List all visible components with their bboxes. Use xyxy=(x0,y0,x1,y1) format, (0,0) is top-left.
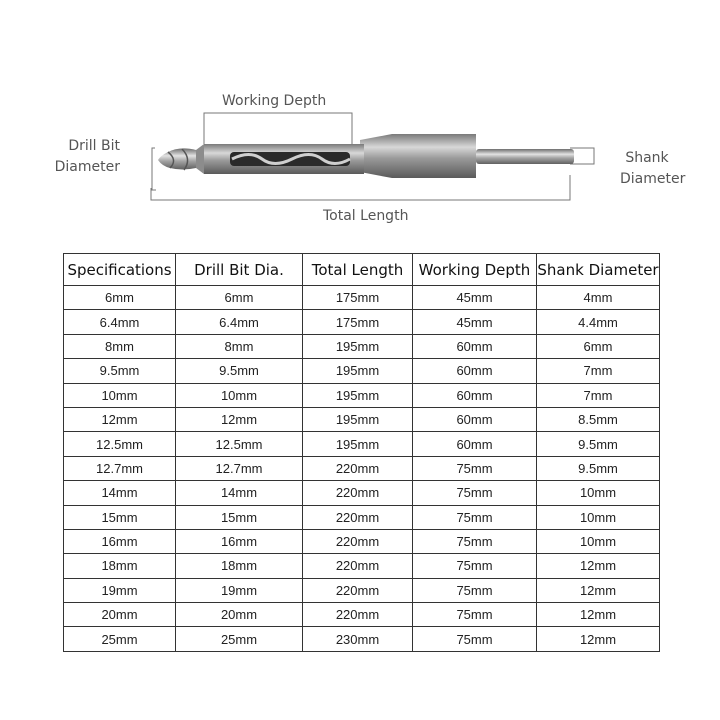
table-row xyxy=(64,432,660,456)
cell-shank-diameter: 9.5mm xyxy=(537,432,660,456)
cell-drill-bit-dia: 19mm xyxy=(176,578,303,602)
cell-drill-bit-dia: 6mm xyxy=(176,286,303,310)
cell-working-depth: 75mm xyxy=(413,627,537,651)
header-total-length: Total Length xyxy=(303,254,413,286)
cell-working-depth: 60mm xyxy=(413,383,537,407)
cell-total-length: 195mm xyxy=(303,334,413,358)
cell-working-depth: 75mm xyxy=(413,554,537,578)
cell-specification: 20mm xyxy=(64,603,176,627)
table-row xyxy=(64,554,660,578)
cell-specification: 16mm xyxy=(64,529,176,553)
cell-total-length: 220mm xyxy=(303,456,413,480)
cell-drill-bit-dia: 8mm xyxy=(176,334,303,358)
table-row xyxy=(64,383,660,407)
cell-drill-bit-dia: 12.5mm xyxy=(176,432,303,456)
cell-shank-diameter: 7mm xyxy=(537,359,660,383)
cell-drill-bit-dia: 9.5mm xyxy=(176,359,303,383)
working-depth-label: Working Depth xyxy=(222,93,327,109)
table-row xyxy=(64,627,660,651)
table-row xyxy=(64,481,660,505)
cell-drill-bit-dia: 16mm xyxy=(176,529,303,553)
shank-diameter-label-line1: Shank xyxy=(625,150,669,166)
cell-drill-bit-dia: 12.7mm xyxy=(176,456,303,480)
header-working-depth: Working Depth xyxy=(413,254,537,286)
table-body xyxy=(64,286,660,652)
cell-specification: 6.4mm xyxy=(64,310,176,334)
cell-total-length: 195mm xyxy=(303,432,413,456)
cell-total-length: 195mm xyxy=(303,359,413,383)
drill-tip-shape xyxy=(158,148,196,169)
cell-total-length: 195mm xyxy=(303,383,413,407)
cell-drill-bit-dia: 18mm xyxy=(176,554,303,578)
cell-shank-diameter: 12mm xyxy=(537,627,660,651)
total-length-label: Total Length xyxy=(323,208,409,224)
cell-total-length: 195mm xyxy=(303,407,413,431)
cell-working-depth: 75mm xyxy=(413,505,537,529)
cell-specification: 14mm xyxy=(64,481,176,505)
table-row xyxy=(64,505,660,529)
cell-shank-diameter: 12mm xyxy=(537,578,660,602)
cell-specification: 12.7mm xyxy=(64,456,176,480)
cell-specification: 10mm xyxy=(64,383,176,407)
cell-specification: 12.5mm xyxy=(64,432,176,456)
cell-specification: 12mm xyxy=(64,407,176,431)
cell-drill-bit-dia: 20mm xyxy=(176,603,303,627)
mortise-chisel-bit-illustration xyxy=(0,0,720,240)
cell-total-length: 220mm xyxy=(303,481,413,505)
cell-drill-bit-dia: 15mm xyxy=(176,505,303,529)
cell-total-length: 230mm xyxy=(303,627,413,651)
cell-drill-bit-dia: 25mm xyxy=(176,627,303,651)
shank-diameter-label xyxy=(620,148,686,190)
cell-total-length: 220mm xyxy=(303,529,413,553)
cell-total-length: 175mm xyxy=(303,286,413,310)
cell-shank-diameter: 4mm xyxy=(537,286,660,310)
body-shape xyxy=(360,134,476,178)
cell-working-depth: 75mm xyxy=(413,578,537,602)
cell-working-depth: 75mm xyxy=(413,481,537,505)
table-header-row xyxy=(64,254,660,286)
cell-specification: 8mm xyxy=(64,334,176,358)
cell-drill-bit-dia: 14mm xyxy=(176,481,303,505)
table-row xyxy=(64,603,660,627)
cell-total-length: 220mm xyxy=(303,578,413,602)
cell-working-depth: 75mm xyxy=(413,603,537,627)
header-specifications: Specifications xyxy=(64,254,176,286)
cell-shank-diameter: 9.5mm xyxy=(537,456,660,480)
cell-working-depth: 45mm xyxy=(413,286,537,310)
cell-working-depth: 60mm xyxy=(413,407,537,431)
cell-shank-diameter: 6mm xyxy=(537,334,660,358)
cell-total-length: 220mm xyxy=(303,554,413,578)
cell-specification: 25mm xyxy=(64,627,176,651)
cell-drill-bit-dia: 12mm xyxy=(176,407,303,431)
drill-bit-diagram xyxy=(0,0,720,240)
cell-shank-diameter: 10mm xyxy=(537,505,660,529)
cell-total-length: 220mm xyxy=(303,505,413,529)
table-row xyxy=(64,310,660,334)
table-row xyxy=(64,359,660,383)
cell-specification: 18mm xyxy=(64,554,176,578)
cell-total-length: 175mm xyxy=(303,310,413,334)
shank-shape xyxy=(476,149,574,164)
cell-drill-bit-dia: 6.4mm xyxy=(176,310,303,334)
specification-table xyxy=(63,253,660,652)
cell-working-depth: 60mm xyxy=(413,432,537,456)
cell-working-depth: 60mm xyxy=(413,359,537,383)
table-row xyxy=(64,456,660,480)
drill-bit-diameter-label xyxy=(46,136,120,178)
drill-bit-diameter-label-line1: Drill Bit xyxy=(68,138,120,154)
shank-diameter-label-line2: Diameter xyxy=(620,171,686,187)
cell-specification: 15mm xyxy=(64,505,176,529)
table-row xyxy=(64,334,660,358)
table-row xyxy=(64,407,660,431)
cell-working-depth: 75mm xyxy=(413,529,537,553)
table-row xyxy=(64,529,660,553)
cell-drill-bit-dia: 10mm xyxy=(176,383,303,407)
cell-working-depth: 75mm xyxy=(413,456,537,480)
cell-shank-diameter: 8.5mm xyxy=(537,407,660,431)
cell-shank-diameter: 10mm xyxy=(537,481,660,505)
cell-shank-diameter: 12mm xyxy=(537,603,660,627)
drill-bit-diameter-label-line2: Diameter xyxy=(54,159,120,175)
cell-working-depth: 60mm xyxy=(413,334,537,358)
cell-shank-diameter: 10mm xyxy=(537,529,660,553)
cell-working-depth: 45mm xyxy=(413,310,537,334)
header-shank-diameter: Shank Diameter xyxy=(537,254,660,286)
table-row xyxy=(64,578,660,602)
table-row xyxy=(64,286,660,310)
cell-total-length: 220mm xyxy=(303,603,413,627)
cell-specification: 6mm xyxy=(64,286,176,310)
cell-shank-diameter: 7mm xyxy=(537,383,660,407)
cell-shank-diameter: 12mm xyxy=(537,554,660,578)
header-drill-bit-dia: Drill Bit Dia. xyxy=(176,254,303,286)
cell-shank-diameter: 4.4mm xyxy=(537,310,660,334)
cell-specification: 9.5mm xyxy=(64,359,176,383)
cell-specification: 19mm xyxy=(64,578,176,602)
